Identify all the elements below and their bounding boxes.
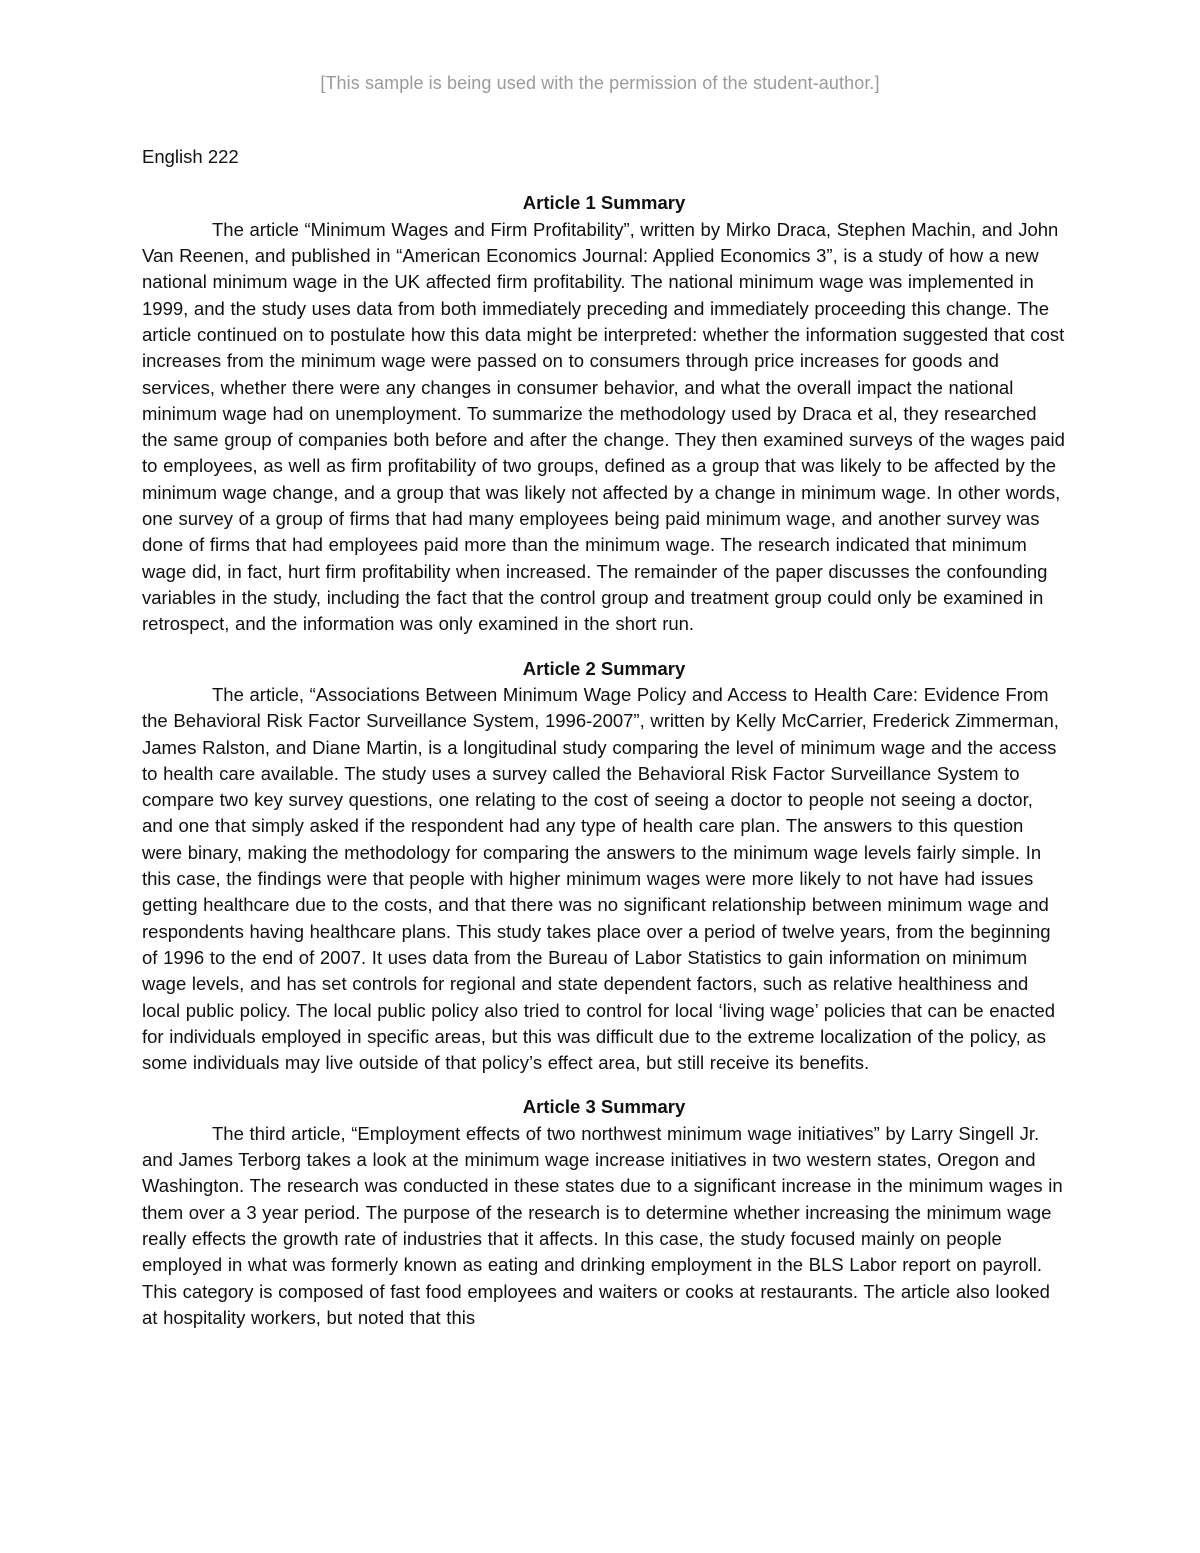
section-title: Article 1 Summary <box>522 192 686 214</box>
document-body <box>142 144 1066 1349</box>
course-label: English 222 <box>142 146 239 167</box>
section-title: Article 2 Summary <box>522 657 686 679</box>
article-1-section <box>142 190 1066 637</box>
section-title: Article 3 Summary <box>522 1096 686 1118</box>
section-paragraph: The third article, “Employment effects of two northwest minimum wage initiatives” by Larry Singell Jr. and James Terborg takes a look at the minimum wage increase initiatives in two western states, Oregon and Washington. The research was conducted in these states due to a significant increase in the minimum wages in them over a 3 year period. The purpose of the research is to determine whether increasing the minimum wage really effects the growth rate of industries that it affects. In this case, the study focused mainly on people employed in what was formerly known as eating and drinking employment in the BLS Labor report on payroll. This category is composed of fast food employees and waiters or cooks at restaurants. The article also looked at hospitality workers, but noted that this <box>142 1122 1063 1328</box>
permission-note: [This sample is being used with the permission of the student-author.] <box>320 73 880 93</box>
section-paragraph: The article, “Associations Between Minimum Wage Policy and Access to Health Care: Evidence From the Behavioral Risk Factor Surveillance System, 1996-2007”, written by Kelly McCarrier, Frederick Zimmerman, James Ralston, and Diane Martin, is a longitudinal study comparing the level of minimum wage and the access to health care available. The study uses a survey called the Behavioral Risk Factor Surveillance System to compare two key survey questions, one relating to the cost of seeing a doctor to people not seeing a doctor, and one that simply asked if the respondent had any type of health care plan. The answers to this question were binary, making the methodology for comparing the answers to the minimum wage levels fairly simple. In this case, the findings were that people with higher minimum wages were more likely to not have had issues getting healthcare due to the costs, and that there was no significant relationship between minimum wage and respondents having healthcare plans. This study takes place over a period of twelve years, from the beginning of 1996 to the end of 2007. It uses data from the Bureau of Labor Statistics to gain information on minimum wage levels, and has set controls for regional and state dependent factors, such as relative healthiness and local public policy. The local public policy also tried to control for local ‘living wage’ policies that can be enacted for individuals employed in specific areas, but this was difficult due to the extreme localization of the policy, as some individuals may live outside of that policy’s effect area, but still receive its benefits. <box>142 683 1059 1074</box>
article-2-section <box>142 656 1066 1077</box>
article-3-section <box>142 1094 1066 1331</box>
section-paragraph: The article “Minimum Wages and Firm Profitability”, written by Mirko Draca, Stephen Machin, and John Van Reenen, and published in “American Economics Journal: Applied Economics 3”, is a study of how a new national minimum wage in the UK affected firm profitability. The national minimum wage was implemented in 1999, and the study uses data from both immediately preceding and immediately proceeding this change. The article continued on to postulate how this data might be interpreted: whether the information suggested that cost increases from the minimum wage were passed on to consumers through price increases for goods and services, whether there were any changes in consumer behavior, and what the overall impact the national minimum wage had on unemployment. To summarize the methodology used by Draca et al, they researched the same group of companies both before and after the change. They then examined surveys of the wages paid to employees, as well as firm profitability of two groups, defined as a group that was likely to be affected by the minimum wage change, and a group that was likely not affected by a change in minimum wage. In other words, one survey of a group of firms that had many employees being paid minimum wage, and another survey was done of firms that had employees paid more than the minimum wage. The research indicated that minimum wage did, in fact, hurt firm profitability when increased. The remainder of the paper discusses the confounding variables in the study, including the fact that the control group and treatment group could only be examined in retrospect, and the information was only examined in the short run. <box>142 218 1065 635</box>
